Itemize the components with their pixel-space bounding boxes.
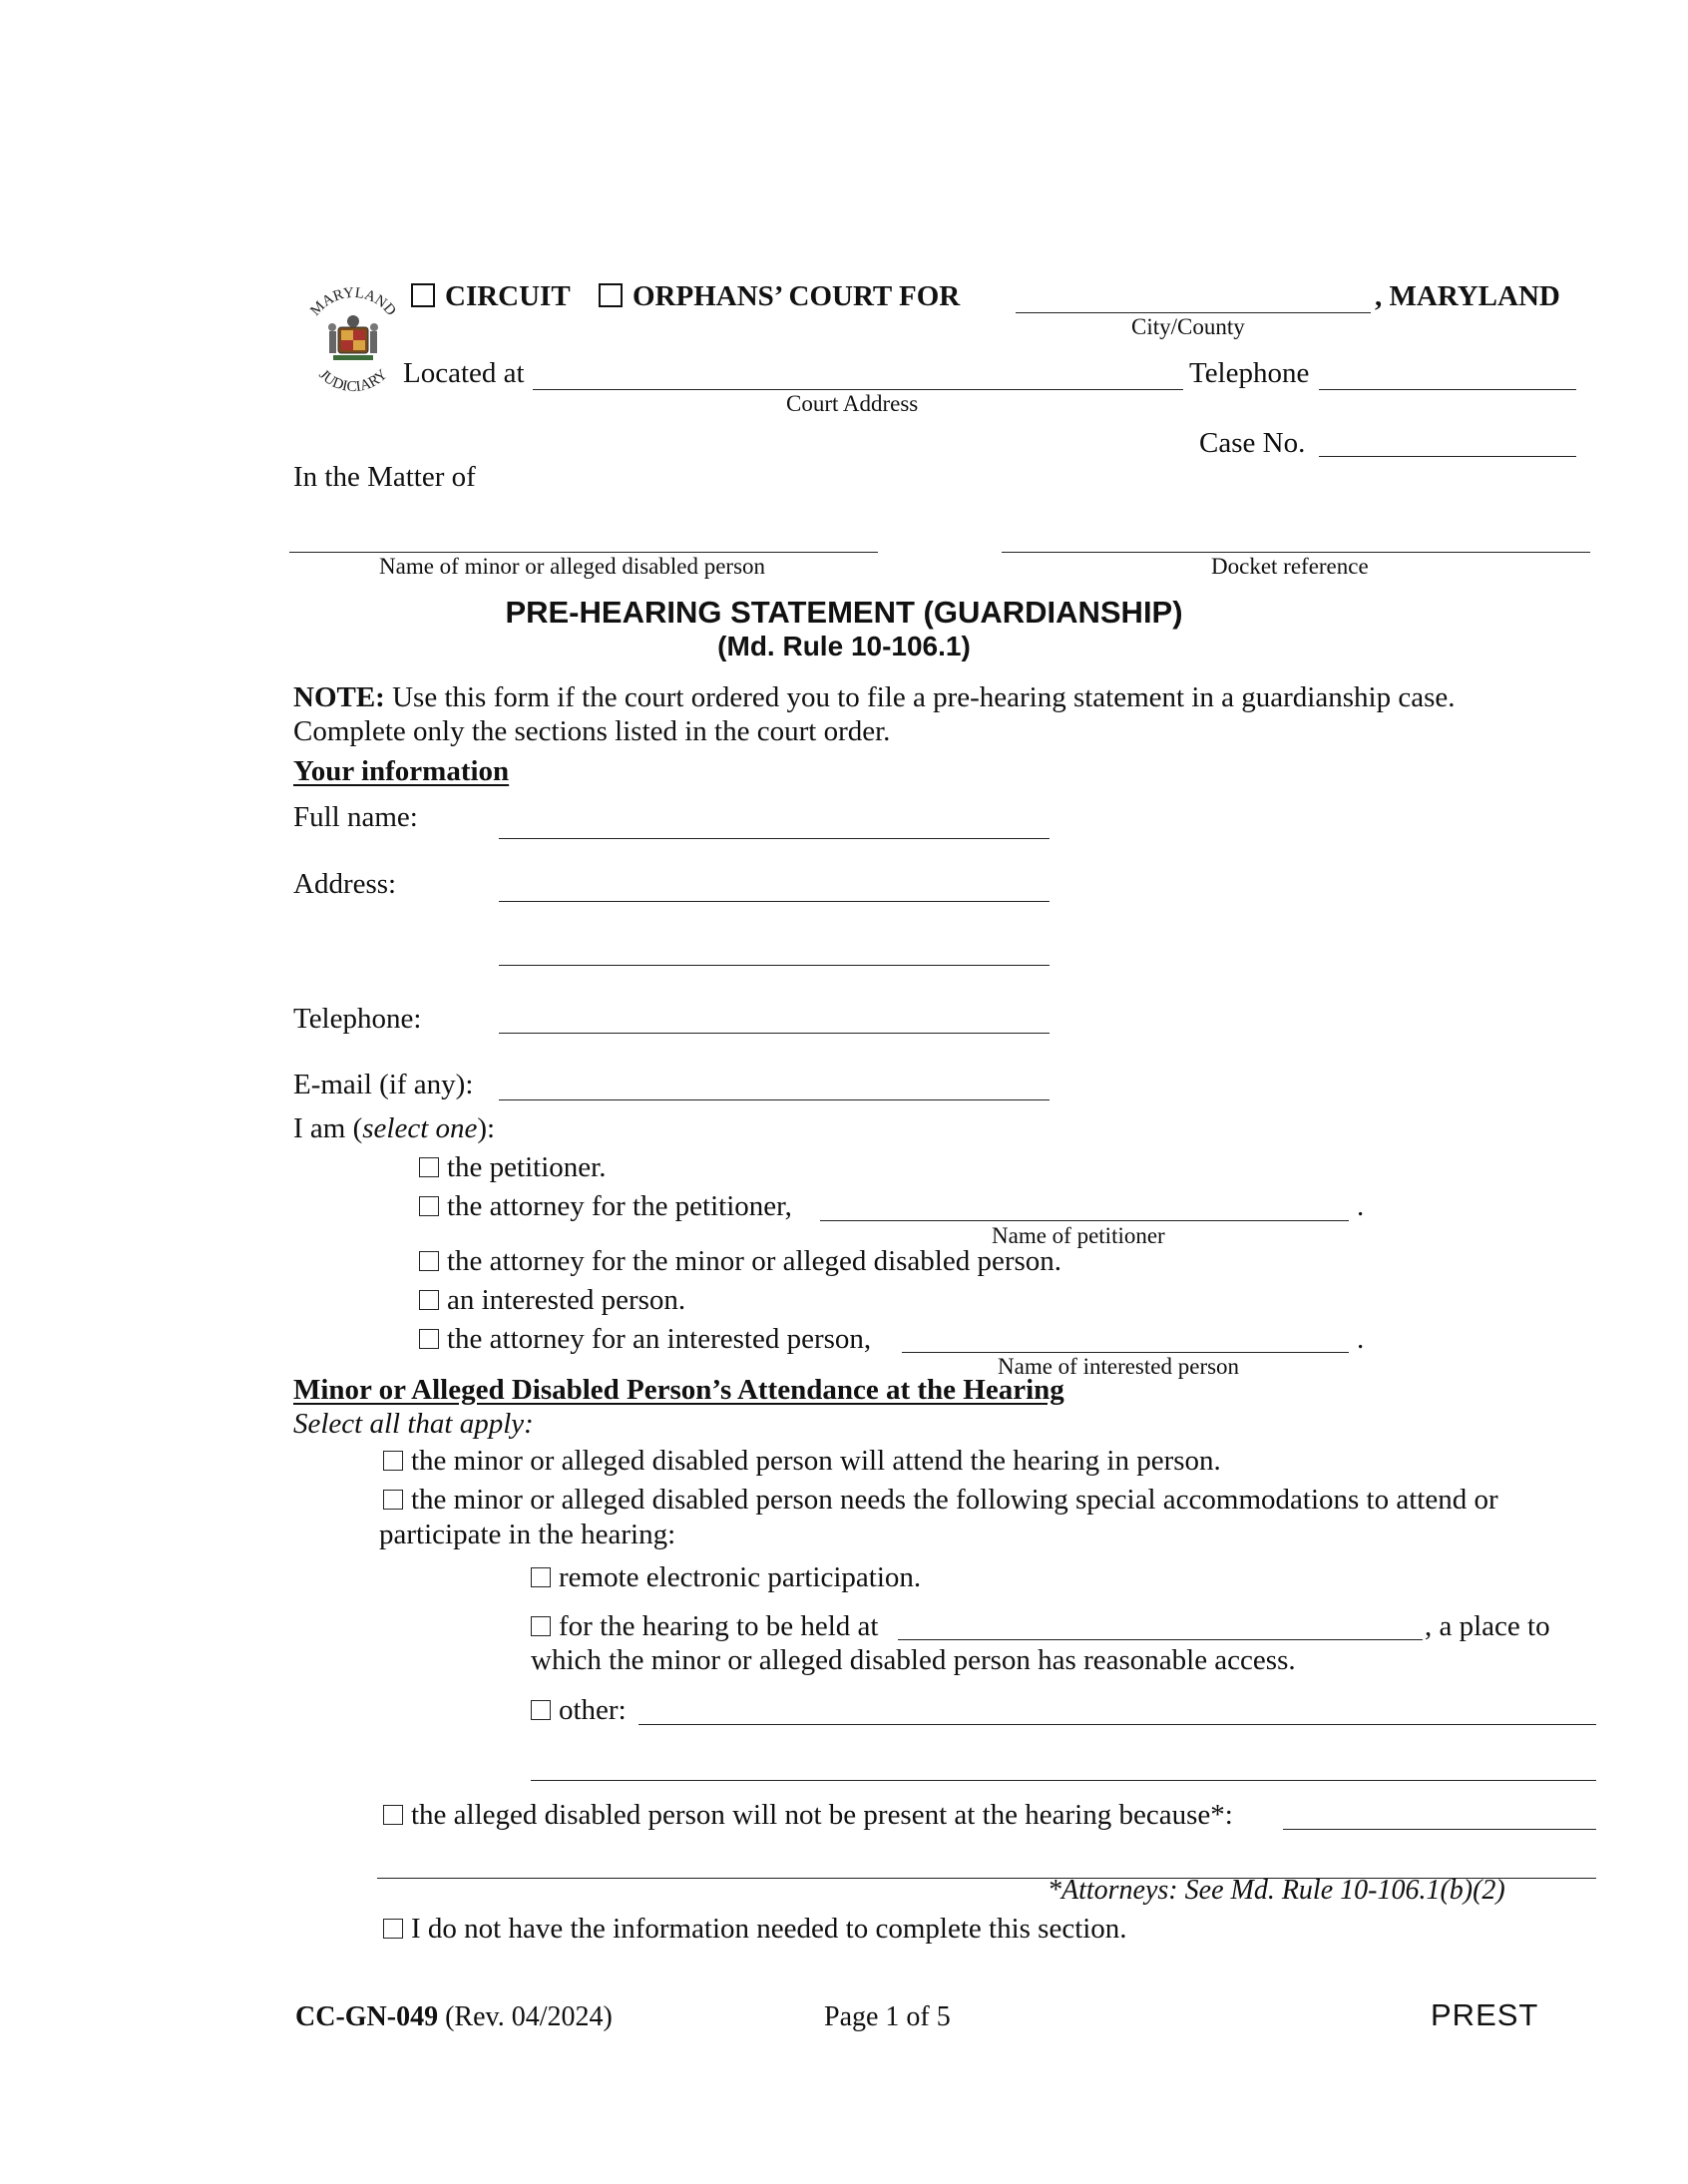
attorney-petitioner-checkbox[interactable] [419,1196,439,1216]
attorney-interested-checkbox[interactable] [419,1329,439,1349]
name-of-petitioner-caption: Name of petitioner [992,1223,1165,1248]
header-telephone-field[interactable] [1319,389,1576,390]
i-am-text: I am ( [293,1112,363,1144]
case-no-field[interactable] [1319,456,1576,457]
petitioner-label: the petitioner. [447,1151,607,1183]
your-information-heading: Your information [293,755,510,787]
minor-name-caption: Name of minor or alleged disabled person [379,554,766,579]
orphans-court-label: ORPHANS’ COURT FOR [633,280,961,312]
case-no-label: Case No. [1199,427,1306,459]
page-number: Page 1 of 5 [824,2001,951,2032]
maryland-judiciary-seal [295,281,411,399]
other-field-1[interactable] [638,1724,1596,1725]
held-at-field[interactable] [898,1639,1423,1640]
select-all-text: Select all that apply: [293,1408,534,1440]
i-am-end: ): [477,1112,496,1144]
attorney-interested-label: the attorney for an interested person, [447,1323,872,1355]
note-line-2: Complete only the sections listed in the court order. [293,715,891,747]
attorneys-note [1048,1877,1505,1905]
held-at-label: for the hearing to be held at [559,1610,879,1642]
form-code: PREST [1431,1997,1539,2032]
attorney-minor-checkbox[interactable] [419,1251,439,1271]
petitioner-name-field[interactable] [820,1220,1349,1221]
option-other[interactable] [531,1696,627,1725]
accommodations-checkbox[interactable] [383,1490,403,1510]
no-info-label: I do not have the information needed to complete this section. [411,1913,1127,1945]
option-attend-in-person[interactable] [383,1447,1221,1476]
remote-label: remote electronic participation. [559,1561,922,1593]
header-telephone-label: Telephone [1189,357,1310,389]
petitioner-period: . [1357,1190,1365,1222]
court-address-caption: Court Address [786,391,919,416]
in-person-checkbox[interactable] [383,1451,403,1471]
docket-reference-caption: Docket reference [1211,554,1369,579]
option-remote[interactable] [531,1563,921,1592]
note-text-1: Use this form if the court ordered you to file a pre-hearing statement in a guardianship case. [384,681,1456,713]
option-attorney-minor[interactable] [419,1247,1061,1276]
form-revision: (Rev. 04/2024) [438,2001,613,2032]
select-one-text: select one [362,1112,478,1144]
note-label: NOTE: [293,681,385,713]
orphans-court-row [599,282,960,311]
option-not-present[interactable] [383,1801,1233,1830]
i-am-label [293,1114,495,1143]
email-field[interactable] [499,1099,1050,1100]
option-interested[interactable] [419,1286,685,1315]
telephone-field[interactable] [499,1033,1050,1034]
other-field-2[interactable] [531,1780,1596,1781]
remote-checkbox[interactable] [531,1567,551,1587]
option-no-info[interactable] [383,1915,1127,1944]
orphans-court-checkbox[interactable] [599,283,623,307]
option-attorney-interested[interactable] [419,1325,871,1354]
svg-text:MARYLAND [307,285,399,319]
other-checkbox[interactable] [531,1700,551,1720]
interested-checkbox[interactable] [419,1290,439,1310]
which-label: which the minor or alleged disabled person has reasonable access. [531,1644,1296,1676]
address-label: Address: [293,868,397,900]
no-info-checkbox[interactable] [383,1919,403,1939]
other-label: other: [559,1694,627,1726]
city-county-field[interactable] [1016,312,1371,313]
name-of-interested-caption: Name of interested person [998,1354,1240,1379]
form-number [295,2003,613,2031]
full-name-field[interactable] [499,838,1050,839]
seal-emblem [328,315,378,360]
docket-reference-field[interactable] [1002,552,1590,553]
place-to-label: , a place to [1425,1610,1550,1642]
not-present-label: the alleged disabled person will not be present at the hearing because*: [411,1799,1233,1831]
interested-label: an interested person. [447,1284,686,1316]
city-county-caption: City/County [1131,314,1245,339]
seal-top-text: MARYLAND [307,284,399,319]
note-line-1 [293,683,1455,712]
maryland-label: , MARYLAND [1375,280,1560,312]
address-field-2[interactable] [499,965,1050,966]
circuit-checkbox[interactable] [411,283,435,307]
attorneys-note-text: *Attorneys: See Md. Rule 10-106.1(b)(2) [1048,1875,1505,1906]
option-accommodations[interactable] [383,1486,1498,1515]
not-present-field-1[interactable] [1283,1829,1596,1830]
minor-name-field[interactable] [289,552,878,553]
court-type-row [411,282,571,311]
form-title: PRE-HEARING STATEMENT (GUARDIANSHIP) [505,595,1183,630]
petitioner-checkbox[interactable] [419,1157,439,1177]
held-at-checkbox[interactable] [531,1616,551,1636]
interested-period: . [1357,1323,1365,1355]
seal-bottom-text: JUDICIARY [315,366,391,396]
accommodations-label-2: participate in the hearing: [379,1519,676,1550]
not-present-checkbox[interactable] [383,1805,403,1825]
located-at-label: Located at [403,357,525,389]
attorney-minor-label: the attorney for the minor or alleged disabled person. [447,1245,1062,1277]
in-person-label: the minor or alleged disabled person will attend the hearing in person. [411,1445,1221,1477]
in-the-matter-of: In the Matter of [293,461,476,493]
svg-text:JUDICIARY [315,366,390,395]
select-all-that-apply [293,1410,534,1439]
address-field-1[interactable] [499,901,1050,902]
form-rule: (Md. Rule 10-106.1) [717,631,971,661]
attendance-heading: Minor or Alleged Disabled Person’s Attendance at the Hearing [293,1374,1064,1406]
option-petitioner[interactable] [419,1153,606,1182]
option-held-at[interactable] [531,1612,879,1641]
court-address-field[interactable] [533,389,1183,390]
form-number-code: CC-GN-049 [295,2001,439,2032]
accommodations-label-1: the minor or alleged disabled person needs the following special accommodations to attend or [411,1484,1498,1516]
attorney-petitioner-label: the attorney for the petitioner, [447,1190,792,1222]
full-name-label: Full name: [293,801,418,833]
interested-name-field[interactable] [902,1352,1349,1353]
telephone-label: Telephone: [293,1003,422,1035]
option-attorney-petitioner[interactable] [419,1192,792,1221]
circuit-label: CIRCUIT [445,280,571,312]
email-label: E-mail (if any): [293,1069,474,1100]
